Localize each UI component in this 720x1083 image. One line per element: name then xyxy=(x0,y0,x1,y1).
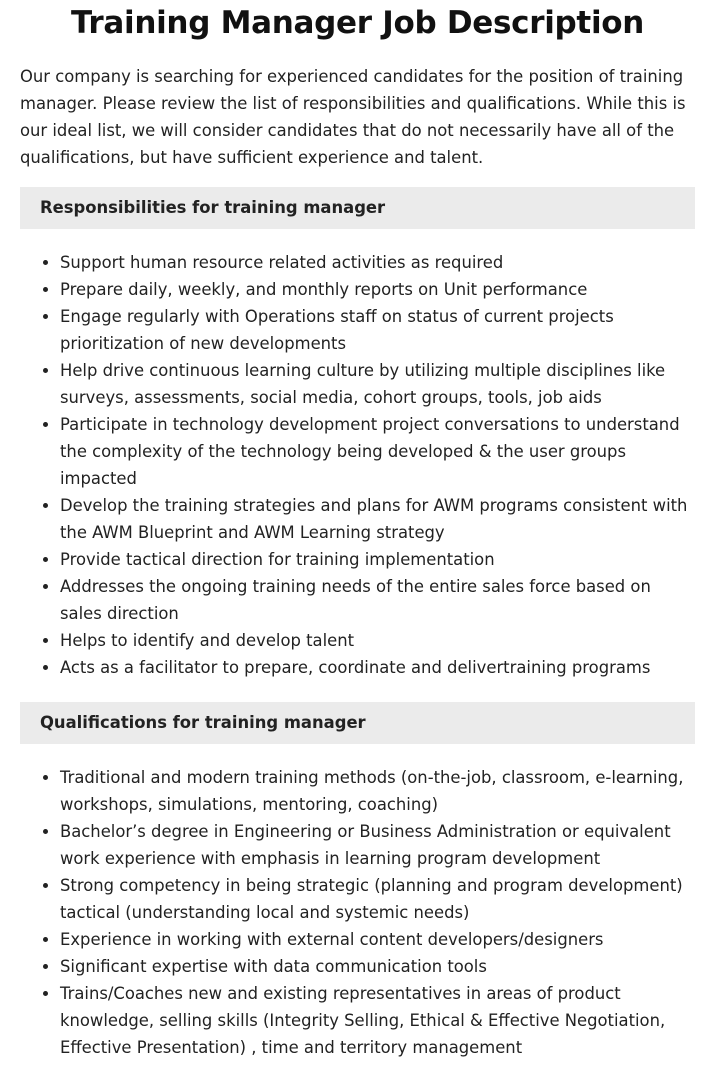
list-item: • Help drive continuous learning culture by utilizing multiple disciplines like surveys, assessments, social media, cohort groups, tools, job aids xyxy=(60,357,695,411)
list-item: • Helps to identify and develop talent xyxy=(60,627,695,654)
page-title: Training Manager Job Description xyxy=(70,5,645,41)
list-item: • Participate in technology development project conversations to understand the complexity of the technology being developed & the user groups impacted xyxy=(60,411,695,492)
list-item: • Prepare daily, weekly, and monthly reports on Unit performance xyxy=(60,276,695,303)
list-item: • Trains/Coaches new and existing representatives in areas of product knowledge, selling skills (Integrity Selling, Ethical & Effective Negotiation, Effective Presentation) , time and territory management xyxy=(60,980,695,1061)
list-item: • Traditional and modern training methods (on-the-job, classroom, e-learning, workshops, simulations, mentoring, coaching) xyxy=(60,764,695,818)
list-item: • Bachelor’s degree in Engineering or Business Administration or equivalent work experience with emphasis in learning program development xyxy=(60,818,695,872)
list-item: • Support human resource related activities as required xyxy=(60,249,695,276)
qualifications-heading: Qualifications for training manager xyxy=(20,702,695,744)
responsibilities-list xyxy=(20,249,695,681)
list-item: • Strong competency in being strategic (planning and program development) tactical (understanding local and systemic needs) xyxy=(60,872,695,926)
list-item: • Experience in working with external content developers/designers xyxy=(60,926,695,953)
list-item: • Acts as a facilitator to prepare, coordinate and delivertraining programs xyxy=(60,654,695,681)
responsibilities-heading: Responsibilities for training manager xyxy=(20,187,695,229)
list-item: • Provide tactical direction for training implementation xyxy=(60,546,695,573)
intro-paragraph: Our company is searching for experienced candidates for the position of training manager. Please review the list of responsibilities and qualifications. While this is our ideal list, we will consider candidates that do not necessarily have all of the qualifications, but have sufficient experience and talent. xyxy=(20,67,686,167)
list-item: • Develop the training strategies and plans for AWM programs consistent with the AWM Blueprint and AWM Learning strategy xyxy=(60,492,695,546)
list-item: • Engage regularly with Operations staff on status of current projects prioritization of new developments xyxy=(60,303,695,357)
qualifications-list xyxy=(20,764,695,1061)
list-item: • Addresses the ongoing training needs of the entire sales force based on sales direction xyxy=(60,573,695,627)
list-item: • Significant expertise with data communication tools xyxy=(60,953,695,980)
